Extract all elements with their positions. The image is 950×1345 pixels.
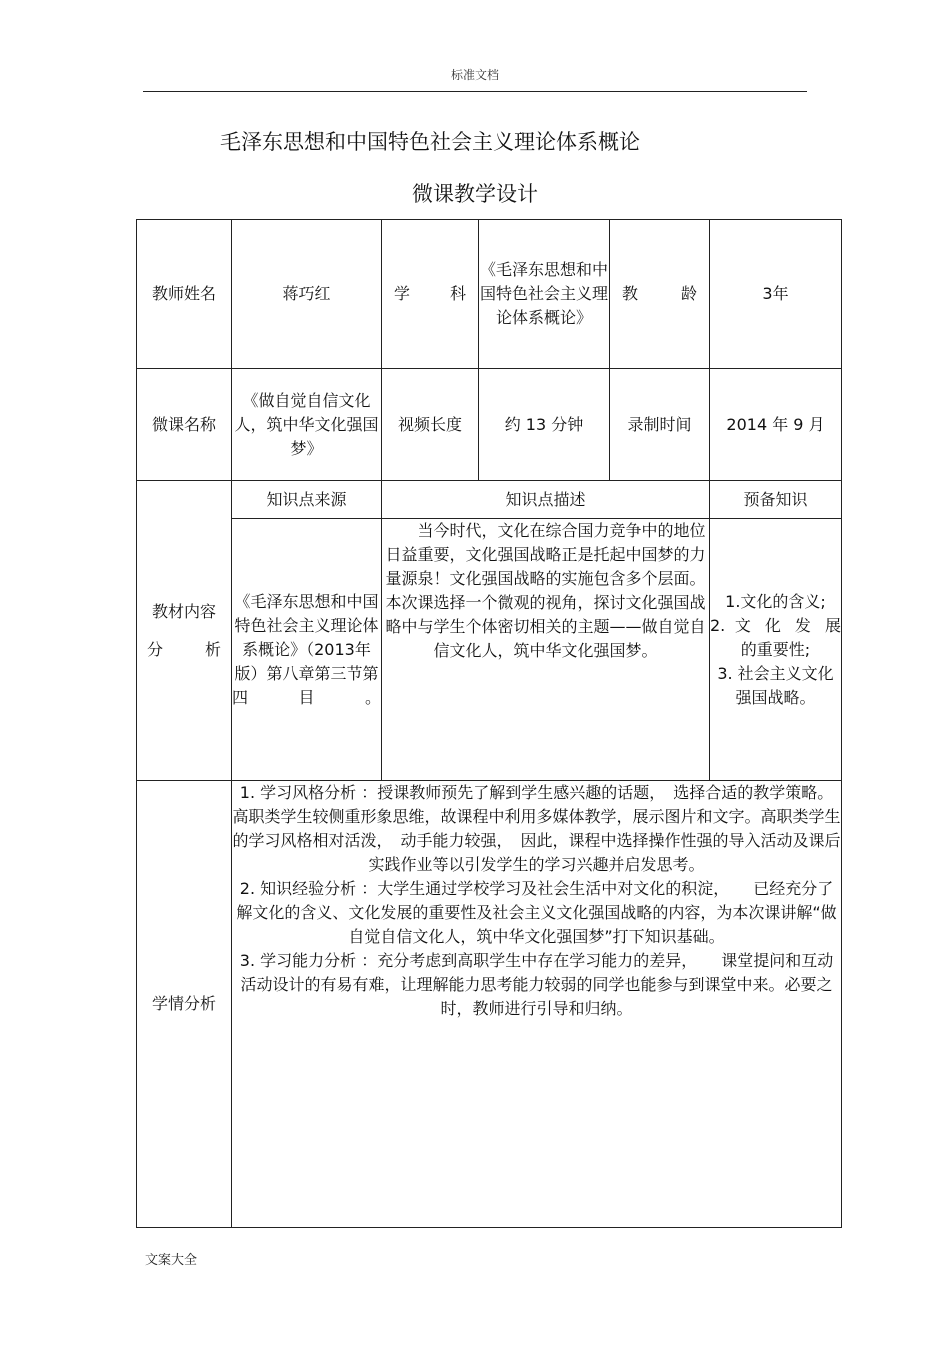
material-analysis-label-line1: 教材内容 xyxy=(151,601,216,621)
subject-label-char: 学 xyxy=(394,284,411,303)
page-footer: 文案大全 xyxy=(145,1253,198,1268)
lesson-design-table xyxy=(136,219,842,1228)
teacher-name-value: 蒋巧红 xyxy=(232,220,382,369)
knowledge-source-header: 知识点来源 xyxy=(232,481,382,519)
knowledge-source-text: 《毛泽东思想和中国特色社会主义理论体系概论》（2013年版）第八章第三节第四目。 xyxy=(232,519,382,781)
learning-ability-paragraph: 3. 学习能力分析 ：充分考虑到高职学生中存在学习能力的差异， 课堂提问和互动活动设计的有易有难，让理解能力思考能力较弱的同学也能参与到课堂中来。必要之时，教师进行引导和归纳。 xyxy=(239,951,834,1018)
prerequisite-item: 1.文化的含义; xyxy=(725,591,826,611)
table-row xyxy=(137,220,842,369)
table-row xyxy=(137,481,842,519)
learning-analysis-label: 学情分析 xyxy=(137,781,232,1228)
document-subtitle: 微课教学设计 xyxy=(412,182,538,206)
video-length-label: 视频长度 xyxy=(382,369,479,481)
subject-value: 《毛泽东思想和中国特色社会主义理论体系概论》 xyxy=(479,220,610,369)
course-name-label: 微课名称 xyxy=(137,369,232,481)
teacher-name-label: 教师姓名 xyxy=(137,220,232,369)
knowledge-experience-paragraph: 2. 知识经验分析 ：大学生通过学校学习及社会生活中对文化的积淀， 已经充分了解文化的含义、文化发展的重要性及社会主义文化强国战略的内容，为本次课讲解“做自觉自信文化人，筑中华文化强国梦”打下知识基础。 xyxy=(236,879,837,946)
table-row xyxy=(137,781,842,1228)
prerequisite-item: 3. 社会主义文化强国战略。 xyxy=(717,663,834,707)
document-title: 毛泽东思想和中国特色社会主义理论体系概论 xyxy=(220,130,640,154)
page-header: 标准文档 xyxy=(450,68,499,82)
prerequisite-text xyxy=(710,519,842,781)
teaching-age-label xyxy=(610,220,710,369)
video-length-value: 约 13 分钟 xyxy=(479,369,610,481)
knowledge-desc-text xyxy=(382,519,710,781)
material-analysis-label-char: 分 xyxy=(147,639,164,659)
teaching-age-value: 3年 xyxy=(710,220,842,369)
learning-analysis-text xyxy=(232,781,842,1228)
teaching-age-label-char: 教 xyxy=(622,284,639,303)
record-time-value: 2014 年 9 月 xyxy=(710,369,842,481)
material-analysis-label-char: 析 xyxy=(204,639,221,659)
record-time-label: 录制时间 xyxy=(610,369,710,481)
prerequisite-item: 的重要性; xyxy=(740,639,811,659)
knowledge-desc-paragraph: 当今时代，文化在综合国力竞争中的地位日益重要，文化强国战略正是托起中国梦的力量源泉！文化强国战略的实施包含多个层面。本次课选择一个微观的视角，探讨文化强国战略中与学生个体密切相关的主题——做自觉自信文化人，筑中华文化强国梦。 xyxy=(385,521,706,660)
subject-label xyxy=(382,220,479,369)
table-row xyxy=(137,519,842,781)
material-analysis-label xyxy=(137,481,232,781)
teaching-age-label-char: 龄 xyxy=(680,284,697,303)
header-divider xyxy=(143,91,807,92)
learning-style-paragraph: 1. 学习风格分析 ：授课教师预先了解到学生感兴趣的话题， 选择合适的教学策略。高职类学生较侧重形象思维，故课程中利用多媒体教学，展示图片和文字。高职类学生的学习风格相对活泼， 动手能力较强， 因此，课程中选择操作性强的导入活动及课后实践作业等以引发学生的学习兴趣并启发思考。 xyxy=(232,783,841,874)
prerequisite-header: 预备知识 xyxy=(710,481,842,519)
prerequisite-item: 2. 文 化 发 展 xyxy=(710,615,841,635)
table-row xyxy=(137,369,842,481)
knowledge-desc-header: 知识点描述 xyxy=(382,481,710,519)
course-name-value: 《做自觉自信文化人，筑中华文化强国梦》 xyxy=(232,369,382,481)
subject-label-char: 科 xyxy=(449,284,466,303)
